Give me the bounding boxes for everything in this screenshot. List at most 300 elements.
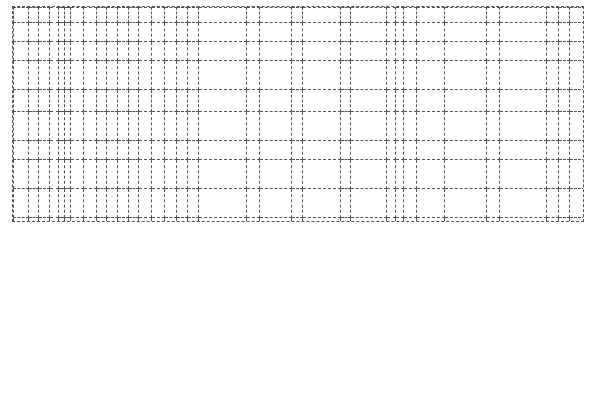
table-cell-text <box>500 75 546 76</box>
table-cell <box>84 218 97 223</box>
table-cell <box>187 42 198 61</box>
table-cell-text <box>107 75 117 76</box>
table-cell <box>107 218 118 223</box>
table-cell <box>302 42 340 61</box>
table-cell <box>14 42 29 61</box>
table-cell <box>444 42 486 61</box>
table-cell-text <box>500 174 546 175</box>
table-cell <box>14 112 29 141</box>
table-cell <box>164 61 177 90</box>
table-cell-text <box>71 75 83 76</box>
table-cell <box>198 112 247 141</box>
column-header-label <box>292 15 302 16</box>
table-cell-text <box>165 174 177 175</box>
table-cell-text <box>50 100 57 101</box>
column-header-label <box>129 15 139 16</box>
column-header <box>387 8 395 23</box>
table-cell <box>351 112 387 141</box>
table-cell <box>177 90 188 112</box>
table-cell-text <box>118 51 128 52</box>
table-cell <box>28 90 39 112</box>
table-cell <box>417 61 445 90</box>
table-cell-text <box>129 203 139 204</box>
table-cell <box>417 112 445 141</box>
table-cell <box>198 42 247 61</box>
table-cell-text <box>71 51 83 52</box>
table-cell-text <box>500 100 546 101</box>
table-cell <box>107 23 118 42</box>
column-header-label <box>404 15 416 16</box>
column-header <box>260 8 292 23</box>
table-cell-text <box>387 100 394 101</box>
table-cell <box>247 189 260 218</box>
table-cell <box>559 61 570 90</box>
table-cell <box>177 42 188 61</box>
column-header <box>84 8 97 23</box>
table-cell-text <box>487 100 499 101</box>
table-cell-text <box>84 174 96 175</box>
spreadsheet-page <box>12 6 584 222</box>
table-cell <box>84 141 97 160</box>
table-cell-text <box>118 75 128 76</box>
table-cell <box>404 160 417 189</box>
table-cell-text <box>487 174 499 175</box>
table-cell <box>198 23 247 42</box>
table-cell <box>187 23 198 42</box>
table-cell <box>50 160 58 189</box>
column-header-label <box>500 15 546 16</box>
table-cell-text <box>417 51 444 52</box>
table-cell <box>128 112 139 141</box>
table-cell <box>487 42 500 61</box>
table-cell-text <box>559 174 569 175</box>
table-cell <box>487 23 500 42</box>
table-cell-text <box>199 51 247 52</box>
table-cell-text <box>165 203 177 204</box>
table-cell-text <box>14 51 28 52</box>
table-cell <box>164 90 177 112</box>
table-cell-text <box>260 75 291 76</box>
table-cell-text <box>188 203 198 204</box>
table-cell-text <box>387 174 394 175</box>
table-cell <box>128 218 139 223</box>
table-cell-text <box>570 51 584 52</box>
table-cell-text <box>118 203 128 204</box>
table-cell <box>291 61 302 90</box>
table-cell <box>351 23 387 42</box>
table-cell-text <box>292 75 302 76</box>
table-cell <box>198 160 247 189</box>
table-cell-text <box>547 174 559 175</box>
table-cell <box>151 112 164 141</box>
table-cell-text <box>247 203 259 204</box>
table-cell <box>260 90 292 112</box>
table-cell <box>96 61 107 90</box>
table-cell-text <box>97 75 107 76</box>
table-cell-text <box>50 174 57 175</box>
column-header <box>151 8 164 23</box>
column-header-label <box>139 15 151 16</box>
table-cell <box>128 189 139 218</box>
table-cell-text <box>396 75 403 76</box>
column-header-label <box>39 15 49 16</box>
table-cell-text <box>59 150 64 151</box>
table-cell-text <box>39 32 49 33</box>
table-cell <box>559 90 570 112</box>
column-header-label <box>59 15 64 16</box>
table-cell <box>50 61 58 90</box>
column-header <box>546 8 559 23</box>
table-cell <box>444 160 486 189</box>
table-row <box>14 90 585 112</box>
table-header-row <box>14 8 585 23</box>
table-cell <box>151 90 164 112</box>
table-cell <box>569 189 584 218</box>
table-cell <box>71 23 84 42</box>
table-cell <box>128 61 139 90</box>
column-header-label <box>547 15 559 16</box>
table-cell <box>187 189 198 218</box>
table-cell-text <box>487 150 499 151</box>
column-header <box>569 8 584 23</box>
table-cell-text <box>260 126 291 127</box>
table-cell-text <box>303 174 340 175</box>
table-cell-text <box>152 174 164 175</box>
table-cell-text <box>303 32 340 33</box>
table-cell-text <box>152 150 164 151</box>
table-cell-text <box>50 126 57 127</box>
table-cell-text <box>341 150 351 151</box>
column-header <box>139 8 152 23</box>
table-cell <box>107 189 118 218</box>
table-cell <box>499 189 546 218</box>
table-cell-text <box>260 150 291 151</box>
table-row <box>14 189 585 218</box>
table-cell-text <box>387 203 394 204</box>
table-cell <box>487 189 500 218</box>
table-cell <box>247 141 260 160</box>
table-cell-text <box>177 100 187 101</box>
table-cell-text <box>65 75 70 76</box>
table-cell <box>247 160 260 189</box>
table-cell <box>198 90 247 112</box>
table-cell-text <box>59 51 64 52</box>
table-cell <box>291 218 302 223</box>
column-header <box>128 8 139 23</box>
table-cell <box>302 189 340 218</box>
table-cell <box>151 141 164 160</box>
table-cell-text <box>547 75 559 76</box>
table-cell <box>84 23 97 42</box>
table-cell <box>351 42 387 61</box>
column-header-label <box>118 15 128 16</box>
table-cell-text <box>417 100 444 101</box>
table-cell <box>187 218 198 223</box>
table-cell-text <box>500 126 546 127</box>
table-cell <box>14 90 29 112</box>
table-cell-text <box>84 32 96 33</box>
table-cell <box>546 112 559 141</box>
table-cell-text <box>50 203 57 204</box>
table-cell <box>139 23 152 42</box>
table-cell-text <box>97 126 107 127</box>
table-cell-text <box>445 174 486 175</box>
table-cell <box>14 23 29 42</box>
table-cell-text <box>396 32 403 33</box>
table-cell <box>302 90 340 112</box>
table-cell <box>546 189 559 218</box>
table-cell <box>417 42 445 61</box>
table-row <box>14 42 585 61</box>
table-cell-text <box>396 51 403 52</box>
table-cell-text <box>188 150 198 151</box>
table-cell <box>417 189 445 218</box>
table-cell-text <box>29 150 39 151</box>
table-cell <box>444 112 486 141</box>
table-cell <box>139 61 152 90</box>
table-cell <box>444 61 486 90</box>
column-header <box>487 8 500 23</box>
table-cell <box>340 61 351 90</box>
table-cell-text <box>341 32 351 33</box>
table-row <box>14 218 585 223</box>
table-cell <box>164 23 177 42</box>
table-cell <box>28 42 39 61</box>
table-cell <box>164 42 177 61</box>
column-header <box>444 8 486 23</box>
table-cell-text <box>97 203 107 204</box>
table-cell-text <box>129 150 139 151</box>
table-cell <box>387 61 395 90</box>
table-cell <box>151 61 164 90</box>
table-cell-text <box>292 174 302 175</box>
table-cell <box>164 141 177 160</box>
table-cell-text <box>500 51 546 52</box>
table-cell <box>151 42 164 61</box>
table-cell <box>569 160 584 189</box>
table-cell <box>395 160 403 189</box>
table-cell <box>247 112 260 141</box>
table-cell-text <box>107 51 117 52</box>
table-cell <box>164 218 177 223</box>
column-header-label <box>487 15 499 16</box>
table-cell-text <box>303 100 340 101</box>
table-cell <box>387 218 395 223</box>
table-cell-text <box>487 126 499 127</box>
table-cell-text <box>188 174 198 175</box>
table-cell-text <box>39 150 49 151</box>
table-cell <box>139 112 152 141</box>
table-cell <box>569 112 584 141</box>
table-cell-text <box>341 126 351 127</box>
table-cell <box>50 218 58 223</box>
table-cell <box>128 23 139 42</box>
table-cell-text <box>570 203 584 204</box>
table-cell-text <box>97 174 107 175</box>
table-cell <box>487 141 500 160</box>
table-cell <box>340 189 351 218</box>
table-cell-text <box>260 203 291 204</box>
table-cell-text <box>29 100 39 101</box>
table-cell <box>291 42 302 61</box>
table-cell <box>499 61 546 90</box>
table-cell-text <box>97 32 107 33</box>
table-cell-text <box>351 150 386 151</box>
table-cell <box>187 141 198 160</box>
table-cell-text <box>59 100 64 101</box>
column-header-label <box>188 15 198 16</box>
table-cell <box>39 112 50 141</box>
table-cell-text <box>65 32 70 33</box>
table-cell-text <box>292 203 302 204</box>
table-cell-text <box>570 150 584 151</box>
table-cell-text <box>177 51 187 52</box>
table-cell-text <box>39 126 49 127</box>
column-header <box>247 8 260 23</box>
table-cell-text <box>71 174 83 175</box>
table-cell-text <box>487 75 499 76</box>
table-cell-text <box>500 32 546 33</box>
column-header-label <box>387 15 394 16</box>
table-row <box>14 112 585 141</box>
column-header <box>291 8 302 23</box>
column-header-label <box>396 15 403 16</box>
table-cell-text <box>29 32 39 33</box>
table-cell <box>404 42 417 61</box>
table-cell-text <box>570 75 584 76</box>
table-cell-text <box>165 150 177 151</box>
table-cell <box>28 112 39 141</box>
table-cell <box>71 112 84 141</box>
table-cell <box>404 23 417 42</box>
table-cell-text <box>199 150 247 151</box>
table-cell-text <box>65 51 70 52</box>
table-cell <box>340 160 351 189</box>
table-cell-text <box>65 126 70 127</box>
table-cell <box>198 189 247 218</box>
table-cell-text <box>387 126 394 127</box>
column-header-label <box>445 15 486 16</box>
table-cell <box>198 218 247 223</box>
table-cell-text <box>500 150 546 151</box>
table-cell <box>291 112 302 141</box>
table-cell-text <box>129 126 139 127</box>
table-cell <box>39 61 50 90</box>
table-cell <box>128 160 139 189</box>
table-cell <box>177 23 188 42</box>
table-cell-text <box>65 150 70 151</box>
table-cell <box>444 90 486 112</box>
table-cell <box>71 218 84 223</box>
table-cell-text <box>188 126 198 127</box>
table-cell <box>260 160 292 189</box>
column-header <box>340 8 351 23</box>
table-cell <box>302 141 340 160</box>
table-cell <box>559 42 570 61</box>
table-cell <box>260 218 292 223</box>
table-cell-text <box>107 32 117 33</box>
table-cell-text <box>84 150 96 151</box>
table-cell <box>340 141 351 160</box>
table-cell <box>487 160 500 189</box>
table-cell-text <box>341 100 351 101</box>
table-cell <box>559 218 570 223</box>
table-cell <box>546 141 559 160</box>
table-cell-text <box>139 174 151 175</box>
table-cell <box>444 218 486 223</box>
table-cell <box>71 90 84 112</box>
table-cell-text <box>387 150 394 151</box>
table-cell <box>260 42 292 61</box>
table-cell <box>351 218 387 223</box>
table-cell <box>14 218 29 223</box>
table-cell <box>395 90 403 112</box>
table-cell <box>247 61 260 90</box>
table-cell-text <box>547 100 559 101</box>
table-cell-text <box>247 126 259 127</box>
table-cell-text <box>404 75 416 76</box>
table-cell-text <box>188 75 198 76</box>
table-cell <box>107 42 118 61</box>
table-cell-text <box>39 100 49 101</box>
table-cell <box>351 61 387 90</box>
table-cell-text <box>65 100 70 101</box>
table-cell-text <box>445 126 486 127</box>
column-header-label <box>341 15 351 16</box>
table-cell-text <box>107 100 117 101</box>
table-cell-text <box>152 100 164 101</box>
table-cell <box>187 61 198 90</box>
table-cell-text <box>351 174 386 175</box>
table-cell <box>499 160 546 189</box>
table-cell <box>499 42 546 61</box>
table-cell <box>291 23 302 42</box>
table-cell-text <box>445 150 486 151</box>
table-cell <box>404 61 417 90</box>
table-cell-text <box>139 203 151 204</box>
table-cell-text <box>50 150 57 151</box>
table-cell-text <box>396 174 403 175</box>
table-cell-text <box>152 32 164 33</box>
table-cell <box>404 141 417 160</box>
table-cell-text <box>387 51 394 52</box>
table-cell-text <box>165 126 177 127</box>
table-cell <box>559 23 570 42</box>
table-cell <box>395 112 403 141</box>
table-cell-text <box>396 100 403 101</box>
column-header <box>107 8 118 23</box>
table-cell <box>117 90 128 112</box>
table-cell-text <box>404 174 416 175</box>
table-cell <box>117 42 128 61</box>
column-header-label <box>152 15 164 16</box>
column-header-label <box>247 15 259 16</box>
table-cell-text <box>199 174 247 175</box>
table-cell <box>340 112 351 141</box>
table-cell <box>84 90 97 112</box>
table-cell-text <box>188 32 198 33</box>
column-header <box>559 8 570 23</box>
table-cell <box>340 218 351 223</box>
table-cell <box>260 23 292 42</box>
table-cell <box>404 218 417 223</box>
column-header <box>39 8 50 23</box>
table-cell-text <box>341 51 351 52</box>
table-cell <box>499 112 546 141</box>
table-cell <box>302 61 340 90</box>
table-cell-text <box>107 203 117 204</box>
table-cell-text <box>303 150 340 151</box>
